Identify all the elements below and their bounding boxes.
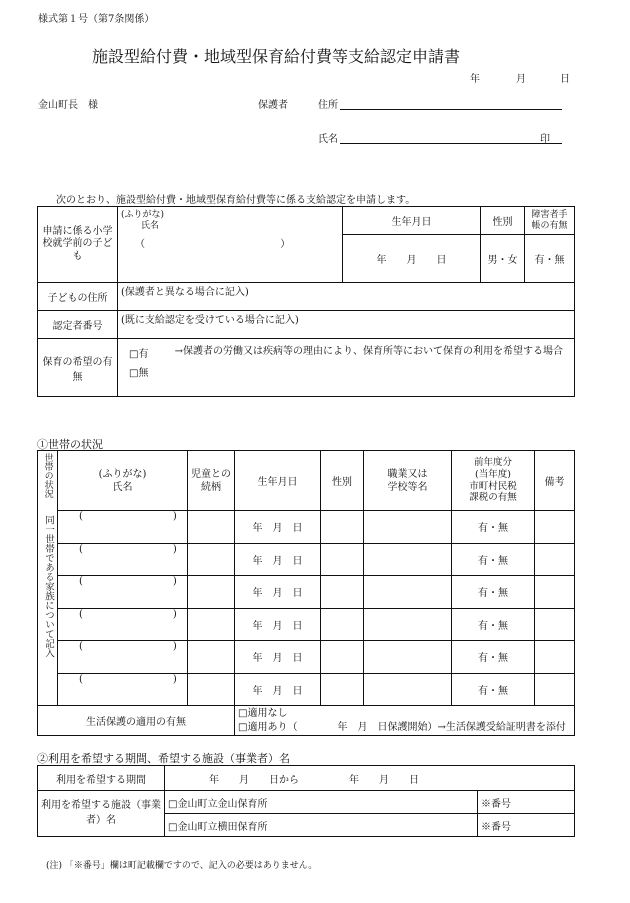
welfare-label: 生活保護の適用の有無 xyxy=(38,706,235,736)
household-job-header: 職業又は 学校等名 xyxy=(364,451,452,511)
member-remarks-field[interactable] xyxy=(535,608,575,641)
member-name-field[interactable]: ( ) xyxy=(58,673,188,706)
child-birth-header: 生年月日 xyxy=(343,207,481,235)
table-row xyxy=(38,608,575,641)
intro-text: 次のとおり、施設型給付費・地域型保育給付費等に係る支給認定を申請します。 xyxy=(56,195,416,206)
member-remarks-field[interactable] xyxy=(535,543,575,576)
member-sex-field[interactable] xyxy=(321,543,364,576)
seal-mark: 印 xyxy=(540,134,550,145)
child-address-field[interactable]: (保護者と異なる場合に記入) xyxy=(118,283,575,311)
member-sex-field[interactable] xyxy=(321,608,364,641)
member-remarks-field[interactable] xyxy=(535,576,575,609)
member-remarks-field[interactable] xyxy=(535,673,575,706)
member-birth-field[interactable]: 年 月 日 xyxy=(235,543,321,576)
child-name-field[interactable]: （ ） xyxy=(118,235,343,283)
member-relation-field[interactable] xyxy=(188,543,235,576)
page-title: 施設型給付費・地域型保育給付費等支給認定申請書 xyxy=(92,47,461,66)
member-name-field[interactable]: ( ) xyxy=(58,608,188,641)
care-label: 保育の希望の有無 xyxy=(38,339,118,397)
household-table xyxy=(37,450,575,736)
child-address-label: 子どもの住所 xyxy=(38,283,118,311)
household-name-header: (ふりがな) 氏名 xyxy=(58,451,188,511)
facility-number-1: ※番号 xyxy=(478,791,575,814)
address-label: 住所 xyxy=(318,100,338,111)
member-tax-field[interactable]: 有・無 xyxy=(452,576,535,609)
facility-option-2[interactable]: □金山町立横田保育所 xyxy=(165,814,478,837)
household-remarks-header: 備考 xyxy=(535,451,575,511)
member-relation-field[interactable] xyxy=(188,511,235,544)
household-relation-header: 児童との続柄 xyxy=(188,451,235,511)
address-field[interactable] xyxy=(340,109,562,110)
member-name-field[interactable]: ( ) xyxy=(58,511,188,544)
member-relation-field[interactable] xyxy=(188,673,235,706)
welfare-field xyxy=(235,706,575,736)
date-year: 年 xyxy=(470,74,480,85)
household-sex-header: 性別 xyxy=(321,451,364,511)
period-label: 利用を希望する期間 xyxy=(38,766,165,791)
member-tax-field[interactable]: 有・無 xyxy=(452,543,535,576)
member-sex-field[interactable] xyxy=(321,511,364,544)
child-disability-header: 障害者手帳の有無 xyxy=(525,207,575,235)
care-field xyxy=(118,339,575,397)
member-birth-field[interactable]: 年 月 日 xyxy=(235,641,321,674)
household-tax-header: 前年度分 (当年度) 市町村民税 課税の有無 xyxy=(452,451,535,511)
member-birth-field[interactable]: 年 月 日 xyxy=(235,673,321,706)
welfare-yes-checkbox[interactable]: □適用あり（ 年 月 日保護開始）→生活保護受給証明書を添付 xyxy=(238,721,566,733)
member-name-field[interactable]: ( ) xyxy=(58,543,188,576)
member-job-field[interactable] xyxy=(364,641,452,674)
member-tax-field[interactable]: 有・無 xyxy=(452,641,535,674)
care-no-checkbox[interactable]: □無 xyxy=(129,368,149,379)
child-sex-field[interactable]: 男・女 xyxy=(481,235,525,283)
household-section-title: ①世帯の状況 xyxy=(37,438,103,451)
household-birth-header: 生年月日 xyxy=(235,451,321,511)
child-sex-header: 性別 xyxy=(481,207,525,235)
member-name-field[interactable]: ( ) xyxy=(58,641,188,674)
member-job-field[interactable] xyxy=(364,608,452,641)
child-table xyxy=(37,206,575,397)
addressee: 金山町長 様 xyxy=(38,100,98,111)
member-tax-field[interactable]: 有・無 xyxy=(452,673,535,706)
member-tax-field[interactable]: 有・無 xyxy=(452,608,535,641)
member-remarks-field[interactable] xyxy=(535,641,575,674)
member-tax-field[interactable]: 有・無 xyxy=(452,511,535,544)
household-side-note: 同一世帯である家族について記入 xyxy=(38,511,58,706)
member-remarks-field[interactable] xyxy=(535,511,575,544)
member-birth-field[interactable]: 年 月 日 xyxy=(235,511,321,544)
name-field[interactable] xyxy=(340,143,562,144)
date-month: 月 xyxy=(516,74,526,85)
member-name-field[interactable]: ( ) xyxy=(58,576,188,609)
period-field[interactable]: 年 月 日から 年 月 日 xyxy=(165,766,575,791)
usage-section-title: ②利用を希望する期間、希望する施設（事業者）名 xyxy=(37,752,290,765)
child-name-header: (ふりがな) 氏名 xyxy=(118,207,343,235)
member-sex-field[interactable] xyxy=(321,641,364,674)
child-disability-field[interactable]: 有・無 xyxy=(525,235,575,283)
member-sex-field[interactable] xyxy=(321,673,364,706)
table-row xyxy=(38,576,575,609)
member-birth-field[interactable]: 年 月 日 xyxy=(235,576,321,609)
table-row xyxy=(38,511,575,544)
table-row xyxy=(38,641,575,674)
guardian-label: 保護者 xyxy=(258,100,288,111)
member-relation-field[interactable] xyxy=(188,641,235,674)
footnote: (注) 「※番号」欄は町記載欄ですので、記入の必要はありません。 xyxy=(46,861,318,871)
child-birth-field[interactable]: 年 月 日 xyxy=(343,235,481,283)
child-section-label: 申請に係る小学校就学前の子ども xyxy=(38,207,118,283)
member-relation-field[interactable] xyxy=(188,576,235,609)
welfare-none-checkbox[interactable]: □適用なし xyxy=(238,708,288,719)
member-job-field[interactable] xyxy=(364,673,452,706)
name-label: 氏名 xyxy=(318,134,338,145)
table-row xyxy=(38,673,575,706)
facility-number-2: ※番号 xyxy=(478,814,575,837)
facility-label: 利用を希望する施設（事業者）名 xyxy=(38,791,165,837)
table-row xyxy=(38,543,575,576)
member-job-field[interactable] xyxy=(364,511,452,544)
member-birth-field[interactable]: 年 月 日 xyxy=(235,608,321,641)
cert-number-field[interactable]: (既に支給認定を受けている場合に記入) xyxy=(118,311,575,339)
member-sex-field[interactable] xyxy=(321,576,364,609)
member-relation-field[interactable] xyxy=(188,608,235,641)
care-yes-checkbox[interactable]: □有 xyxy=(129,349,149,360)
care-yes-note: →保護者の労働又は疾病等の理由により、保育所等において保育の利用を希望する場合 xyxy=(174,346,563,357)
cert-number-label: 認定者番号 xyxy=(38,311,118,339)
member-job-field[interactable] xyxy=(364,576,452,609)
usage-table xyxy=(37,765,575,837)
form-id: 様式第１号（第7条関係） xyxy=(38,14,155,25)
date-day: 日 xyxy=(560,74,570,85)
member-job-field[interactable] xyxy=(364,543,452,576)
household-side-label: 世帯の状況 xyxy=(38,451,58,511)
facility-option-1[interactable]: □金山町立金山保育所 xyxy=(165,791,478,814)
